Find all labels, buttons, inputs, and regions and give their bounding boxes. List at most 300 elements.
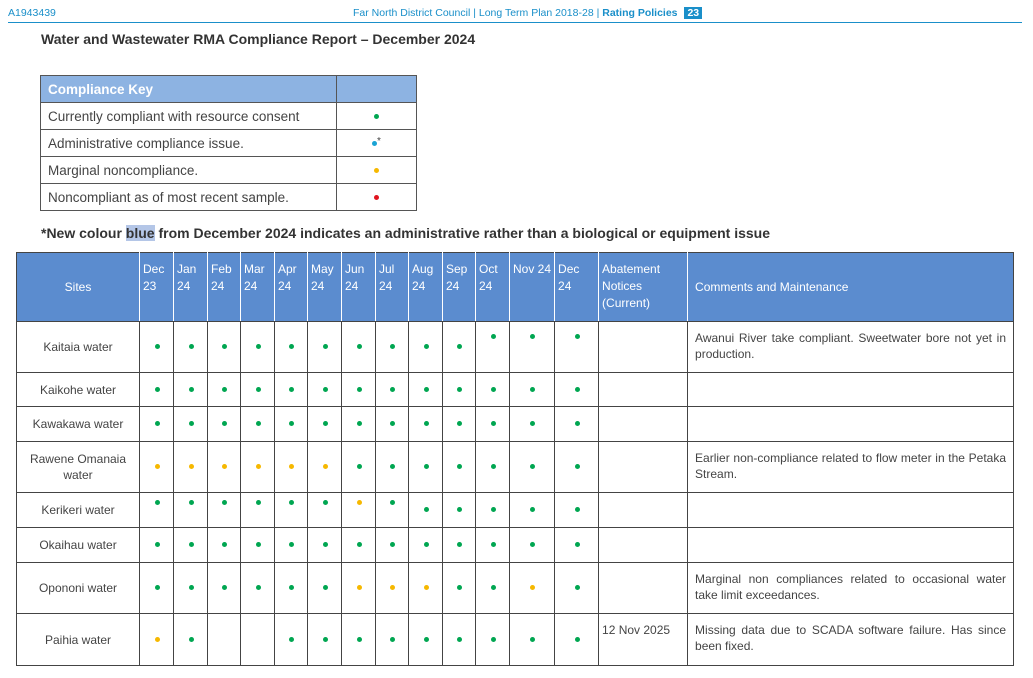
page-header xyxy=(8,7,1022,23)
status-cell xyxy=(555,322,599,373)
status-cell xyxy=(376,614,409,666)
status-cell xyxy=(476,373,510,407)
abatement-notice xyxy=(599,407,688,442)
status-cell xyxy=(510,563,555,614)
status-dot-compliant xyxy=(424,637,429,642)
month-header-line2: 24 xyxy=(244,279,258,293)
status-cell xyxy=(174,407,208,442)
status-cell xyxy=(342,614,376,666)
month-header-line1: Aug xyxy=(412,262,434,276)
status-dot-compliant xyxy=(256,542,261,547)
status-cell xyxy=(409,493,443,528)
compliance-key-symbol-header xyxy=(337,76,417,103)
status-cell xyxy=(174,563,208,614)
status-cell xyxy=(174,528,208,563)
status-cell xyxy=(555,614,599,666)
status-dot-compliant xyxy=(530,334,535,339)
comment xyxy=(688,407,1014,442)
status-dot-marginal xyxy=(390,585,395,590)
status-cell xyxy=(409,373,443,407)
month-header xyxy=(555,253,599,322)
status-dot-marginal xyxy=(424,585,429,590)
status-cell xyxy=(443,614,476,666)
status-dot-compliant xyxy=(155,421,160,426)
status-dot-compliant xyxy=(575,334,580,339)
status-dot-compliant xyxy=(491,387,496,392)
status-dot-compliant xyxy=(357,542,362,547)
site-name: Kawakawa water xyxy=(17,407,140,442)
comment xyxy=(688,493,1014,528)
status-cell xyxy=(476,563,510,614)
status-cell xyxy=(174,614,208,666)
status-dot-compliant xyxy=(575,421,580,426)
table-row xyxy=(17,407,1014,442)
status-dot-compliant xyxy=(222,421,227,426)
status-cell xyxy=(443,407,476,442)
status-dot-compliant xyxy=(189,421,194,426)
status-dot-compliant xyxy=(155,387,160,392)
abatement-notice xyxy=(599,322,688,373)
status-dot-compliant xyxy=(575,637,580,642)
status-cell xyxy=(174,373,208,407)
abatement-header-line2: Notices xyxy=(602,279,643,293)
status-dot-compliant xyxy=(323,500,328,505)
month-header xyxy=(342,253,376,322)
abatement-header xyxy=(599,253,688,322)
status-dot-compliant xyxy=(424,344,429,349)
colour-note xyxy=(41,225,770,241)
status-cell xyxy=(308,373,342,407)
status-dot-marginal xyxy=(530,585,535,590)
compliance-key-label: Currently compliant with resource consent xyxy=(41,103,337,130)
status-cell xyxy=(140,614,174,666)
month-header-line1: Mar xyxy=(244,262,265,276)
status-cell xyxy=(443,528,476,563)
status-cell xyxy=(241,493,275,528)
month-header-line2: 24 xyxy=(211,279,225,293)
month-header-line2: 24 xyxy=(311,279,325,293)
comment xyxy=(688,528,1014,563)
status-dot-compliant xyxy=(390,344,395,349)
comment: Earlier non-compliance related to flow meter in the Petaka Stream. xyxy=(688,442,1014,493)
status-dot-compliant xyxy=(424,421,429,426)
month-header-line2: 24 xyxy=(446,279,460,293)
status-cell xyxy=(275,407,308,442)
status-cell xyxy=(275,442,308,493)
status-dot-compliant xyxy=(530,464,535,469)
site-name: Opononi water xyxy=(17,563,140,614)
status-cell xyxy=(342,528,376,563)
status-cell xyxy=(140,528,174,563)
status-dot-marginal xyxy=(357,500,362,505)
status-cell xyxy=(208,373,241,407)
compliance-key-symbol xyxy=(337,103,417,130)
status-cell xyxy=(342,493,376,528)
status-cell xyxy=(555,407,599,442)
status-cell xyxy=(409,442,443,493)
status-dot-compliant xyxy=(390,542,395,547)
status-cell xyxy=(241,322,275,373)
sites-header: Sites xyxy=(17,253,140,322)
month-header xyxy=(443,253,476,322)
status-cell xyxy=(275,322,308,373)
month-header-line1: Jan xyxy=(177,262,197,276)
status-dot-compliant xyxy=(530,507,535,512)
status-cell xyxy=(308,563,342,614)
month-header xyxy=(308,253,342,322)
status-cell xyxy=(241,407,275,442)
status-dot-compliant xyxy=(390,387,395,392)
abatement-notice xyxy=(599,493,688,528)
month-header-line2: 24 xyxy=(177,279,191,293)
table-row xyxy=(17,614,1014,666)
status-cell xyxy=(275,563,308,614)
status-dot-compliant xyxy=(575,585,580,590)
header-divider xyxy=(8,22,1022,23)
status-dot-compliant xyxy=(323,637,328,642)
month-header-line1: Jun xyxy=(345,262,365,276)
status-cell xyxy=(476,442,510,493)
status-dot-compliant xyxy=(491,585,496,590)
status-cell xyxy=(174,442,208,493)
month-header-line2: 24 xyxy=(412,279,426,293)
status-dot-marginal xyxy=(155,637,160,642)
status-dot-compliant xyxy=(575,387,580,392)
status-dot-compliant xyxy=(457,542,462,547)
status-cell xyxy=(275,614,308,666)
status-dot-compliant xyxy=(390,637,395,642)
comment: Awanui River take compliant. Sweetwater bore not yet in production. xyxy=(688,322,1014,373)
comments-header: Comments and Maintenance xyxy=(688,253,1014,322)
status-dot-compliant xyxy=(357,464,362,469)
site-name: Rawene Omanaia water xyxy=(17,442,140,493)
month-header-line1: Apr xyxy=(278,262,297,276)
status-cell xyxy=(476,614,510,666)
status-cell xyxy=(555,493,599,528)
status-cell xyxy=(409,563,443,614)
month-header-line1: May xyxy=(311,262,334,276)
status-cell xyxy=(308,442,342,493)
status-dot-compliant xyxy=(189,500,194,505)
status-cell xyxy=(555,442,599,493)
status-cell xyxy=(208,493,241,528)
month-header xyxy=(510,253,555,322)
status-cell xyxy=(241,373,275,407)
table-row xyxy=(17,563,1014,614)
status-dot-compliant xyxy=(357,344,362,349)
status-dot-compliant xyxy=(457,464,462,469)
status-dot-marginal xyxy=(189,464,194,469)
status-dot-compliant xyxy=(357,387,362,392)
abatement-notice xyxy=(599,373,688,407)
status-dot-compliant xyxy=(424,387,429,392)
status-cell xyxy=(376,493,409,528)
abatement-notice: 12 Nov 2025 xyxy=(599,614,688,666)
compliance-key-star: * xyxy=(377,135,381,147)
status-dot-compliant xyxy=(222,500,227,505)
status-dot-compliant xyxy=(289,421,294,426)
status-cell xyxy=(275,528,308,563)
status-cell xyxy=(308,407,342,442)
status-dot-marginal xyxy=(357,585,362,590)
status-cell xyxy=(174,493,208,528)
status-dot-compliant xyxy=(491,464,496,469)
status-dot-compliant xyxy=(491,421,496,426)
status-cell xyxy=(140,407,174,442)
month-header-line1: Feb xyxy=(211,262,232,276)
month-header xyxy=(208,253,241,322)
status-dot-compliant xyxy=(189,387,194,392)
status-cell xyxy=(140,373,174,407)
status-cell xyxy=(342,373,376,407)
month-header xyxy=(174,253,208,322)
status-cell xyxy=(409,322,443,373)
status-dot-compliant xyxy=(457,637,462,642)
status-dot-compliant xyxy=(491,334,496,339)
status-cell xyxy=(376,563,409,614)
status-dot-compliant xyxy=(155,500,160,505)
status-cell xyxy=(443,563,476,614)
month-header-line1: Oct xyxy=(479,262,498,276)
status-cell xyxy=(510,614,555,666)
compliance-key-row xyxy=(41,184,417,211)
status-dot-compliant xyxy=(530,542,535,547)
status-dot-compliant xyxy=(491,542,496,547)
status-cell xyxy=(376,373,409,407)
table-row xyxy=(17,528,1014,563)
status-cell xyxy=(443,493,476,528)
abatement-notice xyxy=(599,442,688,493)
status-cell xyxy=(376,407,409,442)
site-name: Kaikohe water xyxy=(17,373,140,407)
month-header-line2: 24 xyxy=(278,279,292,293)
status-dot-compliant xyxy=(424,464,429,469)
status-cell xyxy=(376,528,409,563)
status-dot-compliant xyxy=(323,421,328,426)
status-dot-compliant xyxy=(189,344,194,349)
status-cell xyxy=(140,442,174,493)
header-section: Rating Policies xyxy=(602,7,678,19)
month-header-line1: Dec xyxy=(558,262,580,276)
status-dot-compliant xyxy=(155,542,160,547)
status-cell xyxy=(308,493,342,528)
comment: Marginal non compliances related to occasional water take limit exceedances. xyxy=(688,563,1014,614)
compliance-key-symbol xyxy=(337,130,417,157)
status-cell xyxy=(510,373,555,407)
status-dot-marginal xyxy=(256,464,261,469)
month-header xyxy=(275,253,308,322)
status-cell xyxy=(409,528,443,563)
status-cell xyxy=(208,322,241,373)
status-cell xyxy=(208,614,241,666)
status-dot-compliant xyxy=(289,387,294,392)
abatement-header-line1: Abatement xyxy=(602,262,661,276)
table-row xyxy=(17,373,1014,407)
site-name: Paihia water xyxy=(17,614,140,666)
status-cell xyxy=(443,322,476,373)
status-dot-compliant xyxy=(256,421,261,426)
status-cell xyxy=(510,442,555,493)
status-cell xyxy=(476,322,510,373)
status-dot-compliant xyxy=(289,344,294,349)
status-cell xyxy=(308,322,342,373)
status-dot-compliant xyxy=(457,387,462,392)
status-cell xyxy=(241,442,275,493)
status-dot-compliant xyxy=(222,344,227,349)
abatement-notice xyxy=(599,563,688,614)
header-title xyxy=(353,7,702,19)
status-dot-compliant xyxy=(575,507,580,512)
header-plan: Long Term Plan 2018-28 xyxy=(478,7,594,19)
comment xyxy=(688,373,1014,407)
status-cell xyxy=(140,322,174,373)
status-cell xyxy=(208,407,241,442)
header-separator: | xyxy=(473,7,476,19)
compliance-key-row xyxy=(41,130,417,157)
status-dot-compliant xyxy=(323,344,328,349)
month-header-line2: 24 xyxy=(479,279,493,293)
compliance-key-label: Noncompliant as of most recent sample. xyxy=(41,184,337,211)
status-dot-compliant xyxy=(155,344,160,349)
status-dot-compliant xyxy=(155,585,160,590)
month-header-line1: Dec xyxy=(143,262,165,276)
status-cell xyxy=(275,493,308,528)
status-dot-compliant xyxy=(289,500,294,505)
status-dot-marginal xyxy=(155,464,160,469)
month-header-line1: Nov 24 xyxy=(513,262,552,276)
status-dot-compliant xyxy=(390,500,395,505)
month-header-line2: 24 xyxy=(558,279,572,293)
compliance-key-row xyxy=(41,157,417,184)
status-dot-compliant xyxy=(189,585,194,590)
status-dot-marginal xyxy=(323,464,328,469)
status-cell xyxy=(241,528,275,563)
status-cell xyxy=(241,563,275,614)
status-cell xyxy=(140,563,174,614)
status-dot-compliant xyxy=(575,542,580,547)
report-title: Water and Wastewater RMA Compliance Report – December 2024 xyxy=(41,31,476,47)
status-dot-compliant xyxy=(357,637,362,642)
month-header xyxy=(376,253,409,322)
status-dot-compliant xyxy=(457,344,462,349)
note-highlight: blue xyxy=(125,225,155,241)
status-dot-compliant xyxy=(256,344,261,349)
status-dot-compliant xyxy=(289,637,294,642)
status-cell xyxy=(308,528,342,563)
status-cell xyxy=(376,442,409,493)
status-cell xyxy=(443,442,476,493)
site-name: Kaitaia water xyxy=(17,322,140,373)
status-dot-compliant xyxy=(457,507,462,512)
status-cell xyxy=(555,373,599,407)
table-row xyxy=(17,493,1014,528)
status-dot-compliant xyxy=(457,585,462,590)
comment: Missing data due to SCADA software failure. Has since been fixed. xyxy=(688,614,1014,666)
month-header-line2: 23 xyxy=(143,279,157,293)
abatement-notice xyxy=(599,528,688,563)
status-cell xyxy=(140,493,174,528)
status-dot-compliant xyxy=(189,637,194,642)
status-cell xyxy=(476,407,510,442)
status-dot-marginal xyxy=(374,168,379,173)
status-dot-compliant xyxy=(491,507,496,512)
status-dot-compliant xyxy=(390,421,395,426)
month-header xyxy=(409,253,443,322)
month-header-line2: 24 xyxy=(379,279,393,293)
status-cell xyxy=(555,528,599,563)
site-name: Kerikeri water xyxy=(17,493,140,528)
status-dot-compliant xyxy=(575,464,580,469)
status-dot-compliant xyxy=(289,542,294,547)
status-cell xyxy=(342,442,376,493)
status-cell xyxy=(342,322,376,373)
compliance-key-label: Marginal noncompliance. xyxy=(41,157,337,184)
note-text-after: from December 2024 indicates an administrative rather than a biological or equipment issue xyxy=(154,225,770,241)
status-dot-marginal xyxy=(222,464,227,469)
status-dot-compliant xyxy=(222,585,227,590)
compliance-table xyxy=(16,252,1014,666)
status-cell xyxy=(208,442,241,493)
status-cell xyxy=(275,373,308,407)
status-cell xyxy=(342,407,376,442)
status-dot-compliant xyxy=(390,464,395,469)
status-dot-compliant xyxy=(256,387,261,392)
compliance-key-symbol xyxy=(337,157,417,184)
header-council: Far North District Council xyxy=(353,7,471,19)
month-header xyxy=(241,253,275,322)
status-dot-compliant xyxy=(256,500,261,505)
compliance-key-table xyxy=(40,75,417,211)
status-cell xyxy=(409,407,443,442)
status-dot-compliant xyxy=(222,387,227,392)
status-cell xyxy=(476,528,510,563)
status-dot-compliant xyxy=(491,637,496,642)
status-dot-compliant xyxy=(530,637,535,642)
status-cell xyxy=(174,322,208,373)
compliance-key-row xyxy=(41,103,417,130)
month-header-line2: 24 xyxy=(345,279,359,293)
status-dot-compliant xyxy=(256,585,261,590)
status-cell xyxy=(308,614,342,666)
status-dot-compliant xyxy=(424,542,429,547)
status-cell xyxy=(510,493,555,528)
status-dot-compliant xyxy=(323,585,328,590)
status-cell xyxy=(241,614,275,666)
status-dot-compliant xyxy=(357,421,362,426)
status-dot-compliant xyxy=(424,507,429,512)
header-separator: | xyxy=(596,7,600,19)
note-text-before: *New colour xyxy=(41,225,126,241)
status-dot-compliant xyxy=(530,387,535,392)
status-cell xyxy=(342,563,376,614)
month-header xyxy=(476,253,510,322)
status-cell xyxy=(208,563,241,614)
month-header-line1: Sep xyxy=(446,262,468,276)
table-row xyxy=(17,322,1014,373)
status-cell xyxy=(510,528,555,563)
status-cell xyxy=(409,614,443,666)
status-cell xyxy=(443,373,476,407)
status-cell xyxy=(555,563,599,614)
status-cell xyxy=(510,407,555,442)
status-cell xyxy=(476,493,510,528)
compliance-key-label: Administrative compliance issue. xyxy=(41,130,337,157)
status-dot-compliant xyxy=(530,421,535,426)
status-dot-compliant xyxy=(323,387,328,392)
status-dot-compliant xyxy=(289,585,294,590)
page-number: 23 xyxy=(684,7,702,19)
compliance-key-symbol xyxy=(337,184,417,211)
